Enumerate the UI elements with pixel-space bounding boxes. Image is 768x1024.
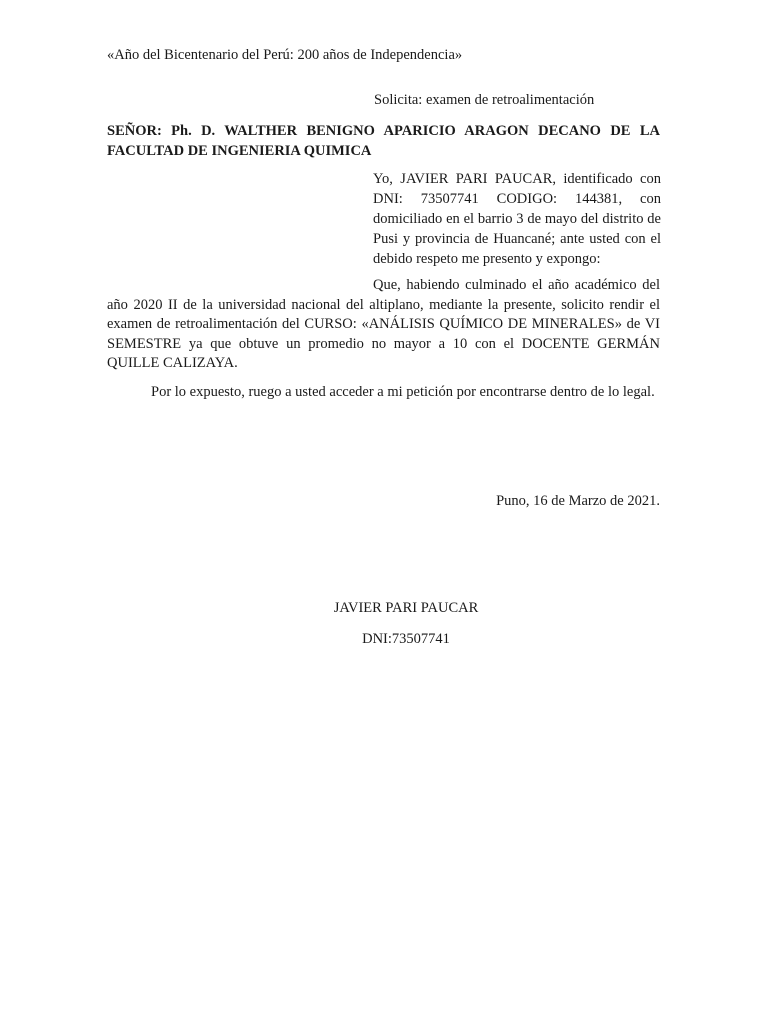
year-motto: «Año del Bicentenario del Perú: 200 años de Independencia» — [107, 47, 463, 63]
addressee: SEÑOR: Ph. D. WALTHER BENIGNO APARICIO ARAGON DECANO DE LA FACULTAD DE INGENIERIA QUIMICA — [107, 123, 660, 159]
signature-dni: DNI:73507741 — [362, 631, 450, 647]
place-date: Puno, 16 de Marzo de 2021. — [496, 493, 660, 509]
request-body: Que, habiendo culminado el año académico del año 2020 II de la universidad nacional del altiplano, mediante la presente, solicito rendir el examen de retroalimentación del CURSO: «ANÁLISIS QUÍMICO DE MINERALES» de VI SEMESTRE ya que obtuve un promedio no mayor a 10 con el DOCENTE GERMÁN QUILLE CALIZAYA. — [107, 277, 660, 371]
signature-name: JAVIER PARI PAUCAR — [333, 600, 479, 616]
applicant-introduction: Yo, JAVIER PARI PAUCAR, identificado con DNI: 73507741 CODIGO: 144381, con domiciliado en el barrio 3 de mayo del distrito de Pusi y provincia de Huancané; ante usted con el debido respeto me presento y expongo: — [373, 171, 661, 267]
request-subject: Solicita: examen de retroalimentación — [374, 92, 595, 108]
closing-paragraph: Por lo expuesto, ruego a usted acceder a mi petición por encontrarse dentro de lo legal. — [151, 384, 655, 400]
